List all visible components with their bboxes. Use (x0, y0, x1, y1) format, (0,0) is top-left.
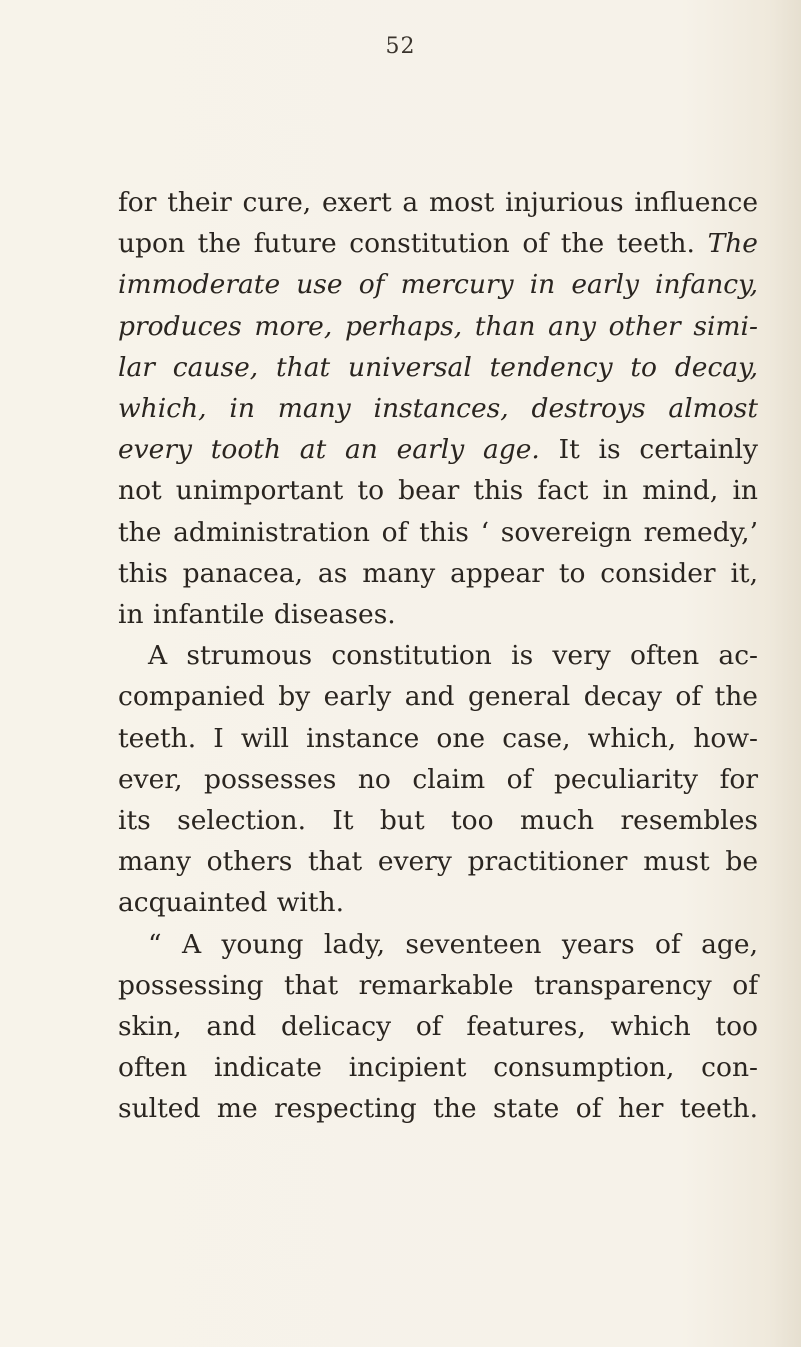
text-line-12: A strumous constitution is very often ac- (148, 640, 758, 672)
text-line-15: ever, possesses no claim of peculiarity for (118, 763, 758, 795)
text-line-7: every tooth at an early age. It is certainly (118, 434, 758, 466)
text-line-20: possessing that remarkable transparency of (118, 969, 758, 1001)
text-line-5: lar cause, that universal tendency to decay, (118, 351, 758, 383)
text-line-14: teeth. I will instance one case, which, how- (118, 722, 758, 754)
text-line-10: this panacea, as many appear to consider it, (118, 557, 758, 589)
text-line-4: produces more, perhaps, than any other simi- (118, 310, 758, 342)
text-line-9: the administration of this ‘ sovereign remedy,’ (118, 516, 758, 548)
text-line-8: not unimportant to bear this fact in mind, in (118, 475, 758, 507)
text-line-1: for their cure, exert a most injurious influence (118, 187, 758, 218)
text-line-18: acquainted with. (118, 887, 345, 919)
text-line-17: many others that every practitioner must be (118, 846, 758, 878)
text-line-19: “ A young lady, seventeen years of age, (148, 928, 758, 960)
text-line-16: its selection. It but too much resembles (118, 805, 758, 837)
text-line-23: sulted me respecting the state of her teeth. (118, 1093, 758, 1125)
body-text (118, 182, 758, 1130)
text-line-11: in infantile diseases. (118, 599, 396, 631)
text-line-6: which, in many instances, destroys almost (118, 393, 758, 425)
text-line-13: companied by early and general decay of the (118, 681, 758, 713)
text-line-2: upon the future constitution of the teeth. The (118, 228, 758, 260)
text-line-22: often indicate incipient consumption, con- (118, 1052, 758, 1084)
text-line-3: immoderate use of mercury in early infancy, (118, 269, 758, 301)
text-line-21: skin, and delicacy of features, which too (118, 1011, 758, 1043)
page-number: 52 (385, 34, 416, 59)
